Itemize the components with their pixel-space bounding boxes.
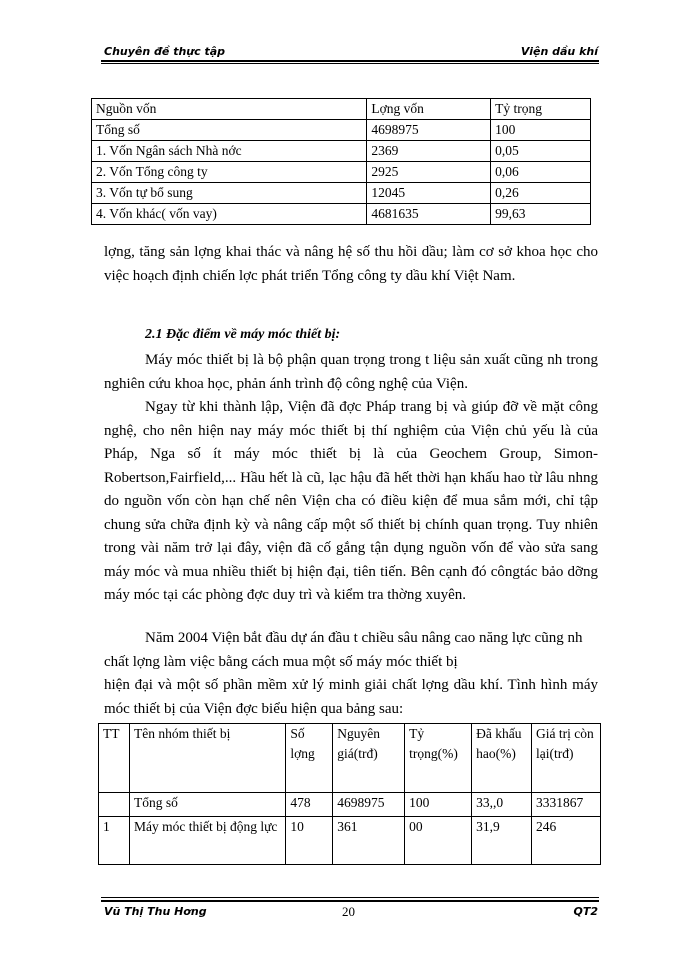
table-cell: 4698975 — [367, 120, 491, 141]
table-row — [99, 793, 601, 817]
paragraph-2: Máy móc thiết bị là bộ phận quan trọng trong t liệu sản xuất cũng nh trong nghiên cứu khoa học, phản ánh trình độ công nghệ của Viện. — [104, 352, 598, 392]
paragraph-4b: hiện đại và một số phần mềm xử lý minh giải chất lợng dầu khí. Tình hình máy móc thiết bị của Viện đợc biểu hiện qua bảng sau: — [104, 677, 598, 717]
table-row — [92, 162, 591, 183]
table-cell: 00 — [405, 817, 472, 865]
table-cell: 100 — [405, 793, 472, 817]
table-cell: 31,9 — [472, 817, 532, 865]
table-header-cell: Nguyên giá(trđ) — [333, 724, 405, 793]
table-cell: 100 — [491, 120, 591, 141]
table-header-row — [92, 99, 591, 120]
equipment-table — [98, 723, 601, 865]
table-cell — [99, 793, 130, 817]
table-cell: 1. Vốn Ngân sách Nhà nớc — [92, 141, 367, 162]
table-cell: Tổng số — [92, 120, 367, 141]
table-header-cell: Giá trị còn lại(trđ) — [532, 724, 601, 793]
table-row — [92, 204, 591, 225]
table-cell: Máy móc thiết bị động lực — [129, 817, 285, 865]
table-header-cell: Nguồn vốn — [92, 99, 367, 120]
table-cell: 478 — [286, 793, 333, 817]
header-rule-thin — [101, 63, 599, 64]
table-header-cell: TT — [99, 724, 130, 793]
footer-author: Vũ Thị Thu Hơng — [104, 905, 207, 918]
table-cell: 246 — [532, 817, 601, 865]
table-row — [92, 120, 591, 141]
table-header-cell: Tên nhóm thiết bị — [129, 724, 285, 793]
table-row — [92, 183, 591, 204]
table-header-row — [99, 724, 601, 793]
table-cell: 33,,0 — [472, 793, 532, 817]
table-row — [92, 141, 591, 162]
table-cell: 12045 — [367, 183, 491, 204]
table-cell: 2. Vốn Tổng công ty — [92, 162, 367, 183]
header-rule — [101, 60, 599, 62]
paragraph-4a: Năm 2004 Viện bắt đầu dự án đầu t chiều sâu nâng cao năng lực cũng nh chất lợng làm việc bằng cách mua một số máy móc thiết bị — [104, 630, 583, 670]
table-cell: 1 — [99, 817, 130, 865]
table-cell: 3. Vốn tự bổ sung — [92, 183, 367, 204]
table-cell: 99,63 — [491, 204, 591, 225]
table-cell: 4. Vốn khác( vốn vay) — [92, 204, 367, 225]
table-cell: 3331867 — [532, 793, 601, 817]
page-number: 20 — [342, 904, 355, 919]
table-cell: 2369 — [367, 141, 491, 162]
table-cell: 0,06 — [491, 162, 591, 183]
table-header-cell: Lợng vốn — [367, 99, 491, 120]
table-header-cell: Đã khấu hao(%) — [472, 724, 532, 793]
table-header-cell: Tỷ trọng(%) — [405, 724, 472, 793]
table-cell: 10 — [286, 817, 333, 865]
table-cell: Tổng số — [129, 793, 285, 817]
table-header-cell: Tỷ trọng — [491, 99, 591, 120]
footer-class: QT2 — [573, 905, 598, 918]
header-left: Chuyên đề thực tập — [104, 45, 226, 58]
capital-source-table — [91, 98, 591, 225]
table-cell: 361 — [333, 817, 405, 865]
table-cell: 4698975 — [333, 793, 405, 817]
footer-rule — [101, 900, 599, 902]
section-heading: 2.1 Đặc điểm về máy móc thiết bị: — [145, 327, 341, 342]
table-cell: 0,05 — [491, 141, 591, 162]
paragraph-3: Ngay từ khi thành lập, Viện đã đợc Pháp trang bị và giúp đỡ về mặt công nghệ, cho nên hiện nay máy móc thiết bị thí nghiệm của Viện chủ yếu là của Pháp, Nga số ít máy móc thiết bị là của Geochem Group, Simon-Robertson,Fairfield,... Hầu hết là cũ, lạc hậu đã hết thời hạn khấu hao từ lâu nhng do nguồn vốn còn hạn chế nên Viện cha có điều kiện để mua sắm mới, chỉ tập chung sửa chữa định kỳ và nâng cấp một số thiết bị chính quan trọng. Tuy nhiên trong vài năm trở lại đây, viện đã cố gắng tận dụng nguồn vốn để vào sửa sang máy móc và mua nhiều thiết bị hiện đại, tiên tiến. Bên cạnh đó côngtác bảo dỡng máy móc tại các phòng đợc duy trì và kiểm tra thờng xuyên. — [104, 399, 598, 603]
table-header-cell: Số lợng — [286, 724, 333, 793]
header-right: Viện dầu khí — [520, 45, 598, 58]
table-cell: 4681635 — [367, 204, 491, 225]
table-cell: 0,26 — [491, 183, 591, 204]
footer-rule-thin — [101, 897, 599, 898]
paragraph-1: lợng, tăng sản lợng khai thác và nâng hệ số thu hồi dầu; làm cơ sở khoa học cho việc hoạch định chiến lợc phát triển Tổng công ty dầu khí Việt Nam. — [104, 244, 598, 284]
table-row — [99, 817, 601, 865]
table-cell: 2925 — [367, 162, 491, 183]
